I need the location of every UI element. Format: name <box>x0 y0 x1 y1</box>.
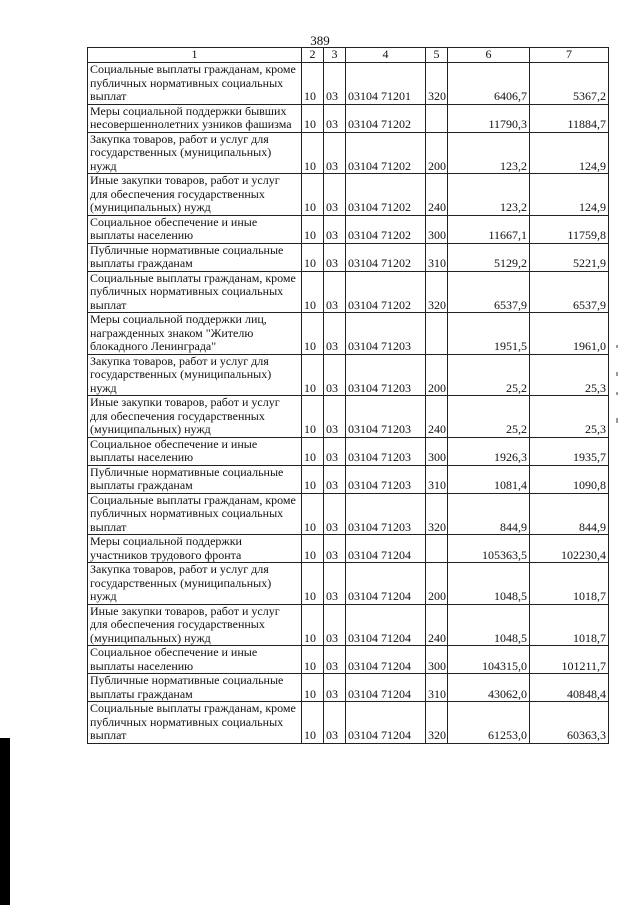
target-article-code: 03104 71203 <box>346 313 426 355</box>
amount-year-1: 6406,7 <box>448 63 530 105</box>
target-article-code: 03104 71204 <box>346 646 426 674</box>
subsection-code: 03 <box>324 437 346 465</box>
row-name: Социальные выплаты гражданам, кроме публичных нормативных социальных выплат <box>88 702 302 744</box>
expense-type-code: 320 <box>426 63 448 105</box>
amount-year-1: 11790,3 <box>448 104 530 132</box>
section-code: 10 <box>302 604 324 646</box>
table-row <box>88 563 609 605</box>
expense-type-code <box>426 313 448 355</box>
expense-type-code: 320 <box>426 493 448 535</box>
row-name: Социальные выплаты гражданам, кроме публичных нормативных социальных выплат <box>88 63 302 105</box>
expense-type-code: 300 <box>426 437 448 465</box>
column-header: 4 <box>346 48 426 63</box>
table-row <box>88 604 609 646</box>
row-name: Иные закупки товаров, работ и услуг для обеспечения государственных (муниципальных) нужд <box>88 396 302 438</box>
row-name: Социальные выплаты гражданам, кроме публичных нормативных социальных выплат <box>88 493 302 535</box>
subsection-code: 03 <box>324 215 346 243</box>
table-row <box>88 215 609 243</box>
row-name: Социальное обеспечение и иные выплаты населению <box>88 437 302 465</box>
subsection-code: 03 <box>324 354 346 396</box>
expense-type-code: 200 <box>426 354 448 396</box>
section-code: 10 <box>302 313 324 355</box>
amount-year-2: 5367,2 <box>530 63 609 105</box>
amount-year-2: 1935,7 <box>530 437 609 465</box>
table-row <box>88 396 609 438</box>
amount-year-2: 11884,7 <box>530 104 609 132</box>
table-row <box>88 535 609 563</box>
amount-year-1: 123,2 <box>448 132 530 174</box>
amount-year-2: 844,9 <box>530 493 609 535</box>
row-name: Социальное обеспечение и иные выплаты населению <box>88 215 302 243</box>
amount-year-1: 5129,2 <box>448 243 530 271</box>
table-row <box>88 132 609 174</box>
row-name: Меры социальной поддержки лиц, награжденных знаком "Жителю блокадного Ленинграда" <box>88 313 302 355</box>
row-name: Публичные нормативные социальные выплаты гражданам <box>88 243 302 271</box>
table-row <box>88 271 609 313</box>
target-article-code: 03104 71202 <box>346 104 426 132</box>
subsection-code: 03 <box>324 104 346 132</box>
amount-year-1: 1048,5 <box>448 604 530 646</box>
amount-year-1: 6537,9 <box>448 271 530 313</box>
row-name: Закупка товаров, работ и услуг для государственных (муниципальных) нужд <box>88 132 302 174</box>
table-row <box>88 493 609 535</box>
expense-type-code: 300 <box>426 215 448 243</box>
subsection-code: 03 <box>324 702 346 744</box>
column-header: 6 <box>448 48 530 63</box>
section-code: 10 <box>302 535 324 563</box>
table-row <box>88 104 609 132</box>
amount-year-2: 1018,7 <box>530 563 609 605</box>
subsection-code: 03 <box>324 493 346 535</box>
amount-year-1: 104315,0 <box>448 646 530 674</box>
expense-type-code: 300 <box>426 646 448 674</box>
subsection-code: 03 <box>324 174 346 216</box>
expense-type-code: 310 <box>426 674 448 702</box>
row-name: Публичные нормативные социальные выплаты гражданам <box>88 465 302 493</box>
subsection-code: 03 <box>324 396 346 438</box>
expense-type-code: 240 <box>426 396 448 438</box>
table-row <box>88 63 609 105</box>
amount-year-1: 25,2 <box>448 396 530 438</box>
amount-year-2: 124,9 <box>530 132 609 174</box>
section-code: 10 <box>302 243 324 271</box>
section-code: 10 <box>302 215 324 243</box>
amount-year-1: 61253,0 <box>448 702 530 744</box>
amount-year-1: 844,9 <box>448 493 530 535</box>
budget-table <box>87 47 609 744</box>
section-code: 10 <box>302 674 324 702</box>
expense-type-code: 310 <box>426 465 448 493</box>
amount-year-2: 101211,7 <box>530 646 609 674</box>
target-article-code: 03104 71203 <box>346 354 426 396</box>
expense-type-code <box>426 104 448 132</box>
table-row <box>88 646 609 674</box>
target-article-code: 03104 71203 <box>346 396 426 438</box>
target-article-code: 03104 71204 <box>346 604 426 646</box>
amount-year-2: 11759,8 <box>530 215 609 243</box>
column-header: 1 <box>88 48 302 63</box>
section-code: 10 <box>302 437 324 465</box>
row-name: Закупка товаров, работ и услуг для государственных (муниципальных) нужд <box>88 563 302 605</box>
amount-year-1: 1048,5 <box>448 563 530 605</box>
expense-type-code: 200 <box>426 563 448 605</box>
section-code: 10 <box>302 354 324 396</box>
amount-year-1: 43062,0 <box>448 674 530 702</box>
row-name: Иные закупки товаров, работ и услуг для обеспечения государственных (муниципальных) нужд <box>88 604 302 646</box>
table-row <box>88 674 609 702</box>
subsection-code: 03 <box>324 674 346 702</box>
expense-type-code <box>426 535 448 563</box>
row-name: Социальное обеспечение и иные выплаты населению <box>88 646 302 674</box>
subsection-code: 03 <box>324 646 346 674</box>
amount-year-2: 102230,4 <box>530 535 609 563</box>
table-row <box>88 465 609 493</box>
expense-type-code: 320 <box>426 702 448 744</box>
table-row <box>88 243 609 271</box>
row-name: Меры социальной поддержки участников трудового фронта <box>88 535 302 563</box>
amount-year-2: 124,9 <box>530 174 609 216</box>
target-article-code: 03104 71202 <box>346 243 426 271</box>
amount-year-2: 60363,3 <box>530 702 609 744</box>
target-article-code: 03104 71204 <box>346 674 426 702</box>
target-article-code: 03104 71204 <box>346 702 426 744</box>
column-header: 5 <box>426 48 448 63</box>
amount-year-2: 1090,8 <box>530 465 609 493</box>
target-article-code: 03104 71203 <box>346 493 426 535</box>
section-code: 10 <box>302 271 324 313</box>
scan-speck <box>616 392 618 395</box>
section-code: 10 <box>302 465 324 493</box>
subsection-code: 03 <box>324 465 346 493</box>
expense-type-code: 320 <box>426 271 448 313</box>
table-row <box>88 313 609 355</box>
scan-speck <box>616 418 618 423</box>
target-article-code: 03104 71202 <box>346 271 426 313</box>
table-row <box>88 354 609 396</box>
expense-type-code: 240 <box>426 174 448 216</box>
page-number: 389 <box>310 33 330 48</box>
section-code: 10 <box>302 63 324 105</box>
target-article-code: 03104 71203 <box>346 465 426 493</box>
section-code: 10 <box>302 563 324 605</box>
section-code: 10 <box>302 104 324 132</box>
column-header: 2 <box>302 48 324 63</box>
target-article-code: 03104 71203 <box>346 437 426 465</box>
expense-type-code: 310 <box>426 243 448 271</box>
section-code: 10 <box>302 396 324 438</box>
section-code: 10 <box>302 646 324 674</box>
amount-year-2: 25,3 <box>530 396 609 438</box>
amount-year-2: 6537,9 <box>530 271 609 313</box>
scan-speck <box>616 345 618 348</box>
subsection-code: 03 <box>324 604 346 646</box>
table-row <box>88 437 609 465</box>
section-code: 10 <box>302 702 324 744</box>
section-code: 10 <box>302 132 324 174</box>
amount-year-1: 1081,4 <box>448 465 530 493</box>
row-name: Публичные нормативные социальные выплаты гражданам <box>88 674 302 702</box>
amount-year-1: 11667,1 <box>448 215 530 243</box>
amount-year-2: 1018,7 <box>530 604 609 646</box>
subsection-code: 03 <box>324 271 346 313</box>
subsection-code: 03 <box>324 313 346 355</box>
row-name: Социальные выплаты гражданам, кроме публичных нормативных социальных выплат <box>88 271 302 313</box>
subsection-code: 03 <box>324 243 346 271</box>
row-name: Иные закупки товаров, работ и услуг для обеспечения государственных (муниципальных) нужд <box>88 174 302 216</box>
table-row <box>88 702 609 744</box>
section-code: 10 <box>302 493 324 535</box>
amount-year-1: 105363,5 <box>448 535 530 563</box>
target-article-code: 03104 71201 <box>346 63 426 105</box>
amount-year-1: 1951,5 <box>448 313 530 355</box>
column-header: 3 <box>324 48 346 63</box>
expense-type-code: 200 <box>426 132 448 174</box>
amount-year-2: 25,3 <box>530 354 609 396</box>
scan-edge-mark <box>0 738 10 905</box>
amount-year-1: 25,2 <box>448 354 530 396</box>
scan-speck <box>616 372 618 376</box>
subsection-code: 03 <box>324 563 346 605</box>
amount-year-2: 5221,9 <box>530 243 609 271</box>
row-name: Закупка товаров, работ и услуг для государственных (муниципальных) нужд <box>88 354 302 396</box>
column-header: 7 <box>530 48 609 63</box>
amount-year-1: 123,2 <box>448 174 530 216</box>
target-article-code: 03104 71202 <box>346 132 426 174</box>
target-article-code: 03104 71204 <box>346 535 426 563</box>
target-article-code: 03104 71204 <box>346 563 426 605</box>
amount-year-2: 40848,4 <box>530 674 609 702</box>
row-name: Меры социальной поддержки бывших несовершеннолетних узников фашизма <box>88 104 302 132</box>
expense-type-code: 240 <box>426 604 448 646</box>
subsection-code: 03 <box>324 63 346 105</box>
amount-year-1: 1926,3 <box>448 437 530 465</box>
section-code: 10 <box>302 174 324 216</box>
target-article-code: 03104 71202 <box>346 174 426 216</box>
subsection-code: 03 <box>324 132 346 174</box>
table-header-row <box>88 48 609 63</box>
amount-year-2: 1961,0 <box>530 313 609 355</box>
subsection-code: 03 <box>324 535 346 563</box>
target-article-code: 03104 71202 <box>346 215 426 243</box>
table-row <box>88 174 609 216</box>
